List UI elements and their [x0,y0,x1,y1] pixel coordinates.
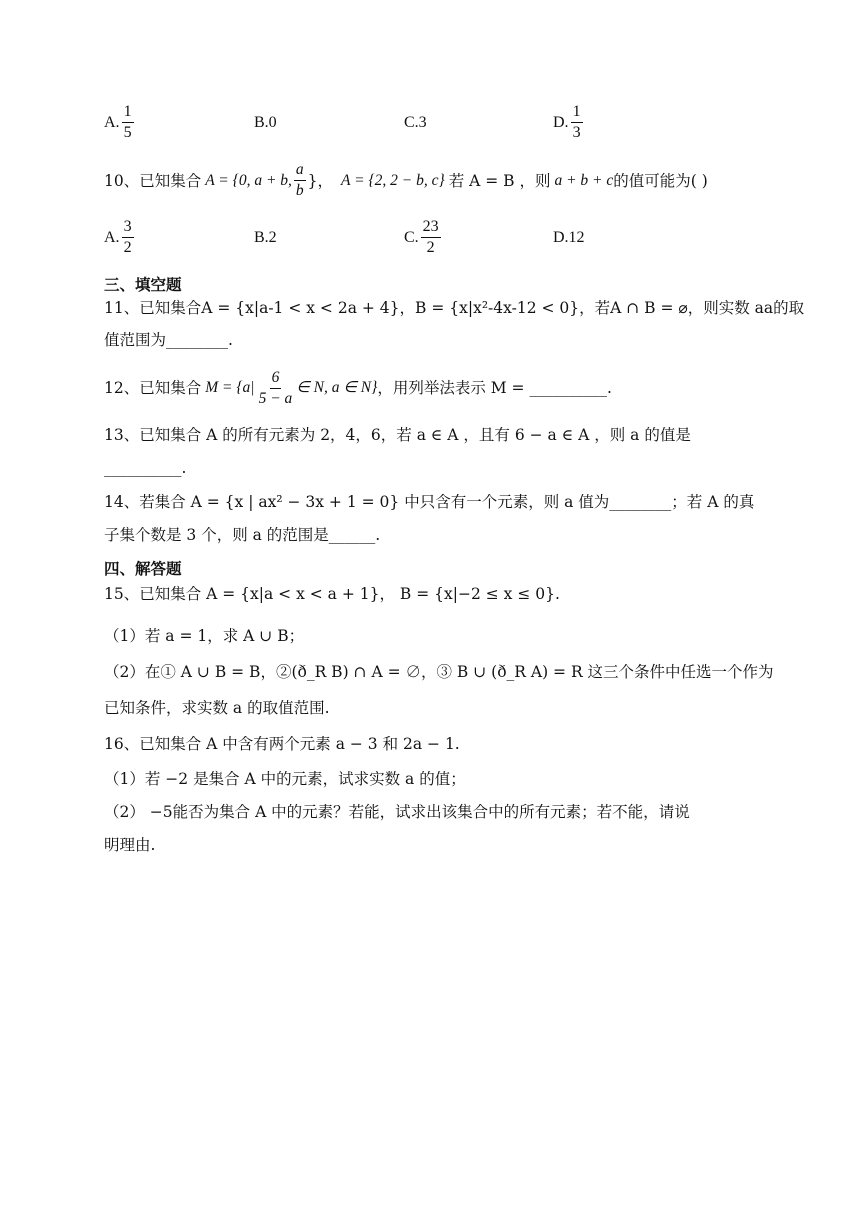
q12-stem [104,365,760,411]
q10-condition: 若 A = B ，则 [448,171,551,190]
q9-option-d-numerator: 1 [571,102,583,123]
q10-option-a [104,217,136,258]
q10-expression: a + b + c [554,171,614,189]
section-heading-solutions: 四、解答题 [104,559,182,578]
q10-option-c [404,217,443,258]
q15-part-1: （1）若 a = 1，求 A ∪ B； [104,627,305,645]
q13-line-2: __________. [104,459,187,477]
section-heading-fill-in: 三、填空题 [104,275,182,294]
q10-option-c-denominator: 2 [426,239,435,256]
q13-line-1: 13、已知集合 A 的所有元素为 2，4，6，若 a ∈ A ，且有 6 − a ∈ A ，则 a 的值是 [104,426,691,444]
q10-set1-fraction [294,160,306,201]
q9-option-a-fraction [122,102,134,143]
q9-option-d-label: D. [553,113,569,131]
q10-option-c-label: C. [404,228,419,246]
q10-set1-denominator: b [295,182,304,199]
q12-fraction [257,368,295,409]
q10-option-b: B.2 [254,229,277,246]
q16-part-1: （1）若 −2 是集合 A 中的元素，试求实数 a 的值； [104,770,466,788]
q10-tail: 的值可能为( ) [613,171,708,190]
q10-set1-numerator: a [294,160,306,181]
q9-option-d [553,102,585,143]
q10-set1-left: A = {0, a + b, [205,171,292,189]
q16-part-2-line-1: （2） −5能否为集合 A 中的元素？若能，试求出该集合中的所有元素；若不能，请说 [104,803,690,821]
q10-option-a-denominator: 2 [123,239,132,256]
q15-part-2-line-1: （2）在① A ∪ B = B，②(ð_R B) ∩ A = ∅，③ B ∪ (ð_R A) = R 这三个条件中任选一个作为 [104,663,774,681]
q10-option-a-label: A. [104,228,120,246]
q11-line-2: 值范围为________. [104,331,233,349]
q9-option-c: C.3 [404,114,427,131]
q10-option-a-numerator: 3 [122,217,134,238]
q10-option-a-fraction [122,217,134,258]
q9-option-d-fraction [571,102,583,143]
q10-option-c-numerator: 23 [421,217,441,238]
q9-option-a-denominator: 5 [123,124,132,141]
q9-option-d-denominator: 3 [572,124,581,141]
q14-line-1: 14、若集合 A = {x | ax² − 3x + 1 = 0} 中只含有一个元素，则 a 值为________；若 A 的真 [104,493,755,511]
q10-option-d: D.12 [553,229,585,246]
q16-part-2-line-2: 明理由. [104,836,156,854]
q10-stem [104,160,760,201]
q12-denominator: 5 − a [258,389,293,407]
q10-option-c-fraction [421,217,441,258]
q11-line-1: 11、已知集合A = {x|a-1 < x < 2a + 4}，B = {x|x²-4x-12 < 0}，若A ∩ B = ⌀，则实数 aa的取 [104,299,805,317]
q9-option-a-numerator: 1 [122,102,134,123]
q9-option-b: B.0 [254,114,277,131]
q12-set-right: ∈ N, a ∈ N} [296,379,378,396]
q9-option-a [104,102,136,143]
q9-option-a-label: A. [104,113,120,131]
q12-set-left: M = {a| [205,379,255,396]
q15-line-1: 15、已知集合 A = {x|a < x < a + 1}， B = {x|−2 ≤ x ≤ 0}. [104,585,560,603]
q14-line-2: 子集个数是 3 个，则 a 的范围是______. [104,526,381,544]
q12-tail: ，用列举法表示 M = __________. [377,379,612,397]
q16-line-1: 16、已知集合 A 中含有两个元素 a − 3 和 2a − 1. [104,735,460,753]
q12-prefix: 12、已知集合 [104,379,202,397]
q10-prefix: 10、已知集合 [104,171,202,190]
q10-set1-right: }， [307,171,334,190]
q12-numerator: 6 [270,368,282,389]
q15-part-2-line-2: 已知条件，求实数 a 的取值范围. [104,699,330,717]
q10-set2: A = {2, 2 − b, c} [341,171,445,189]
